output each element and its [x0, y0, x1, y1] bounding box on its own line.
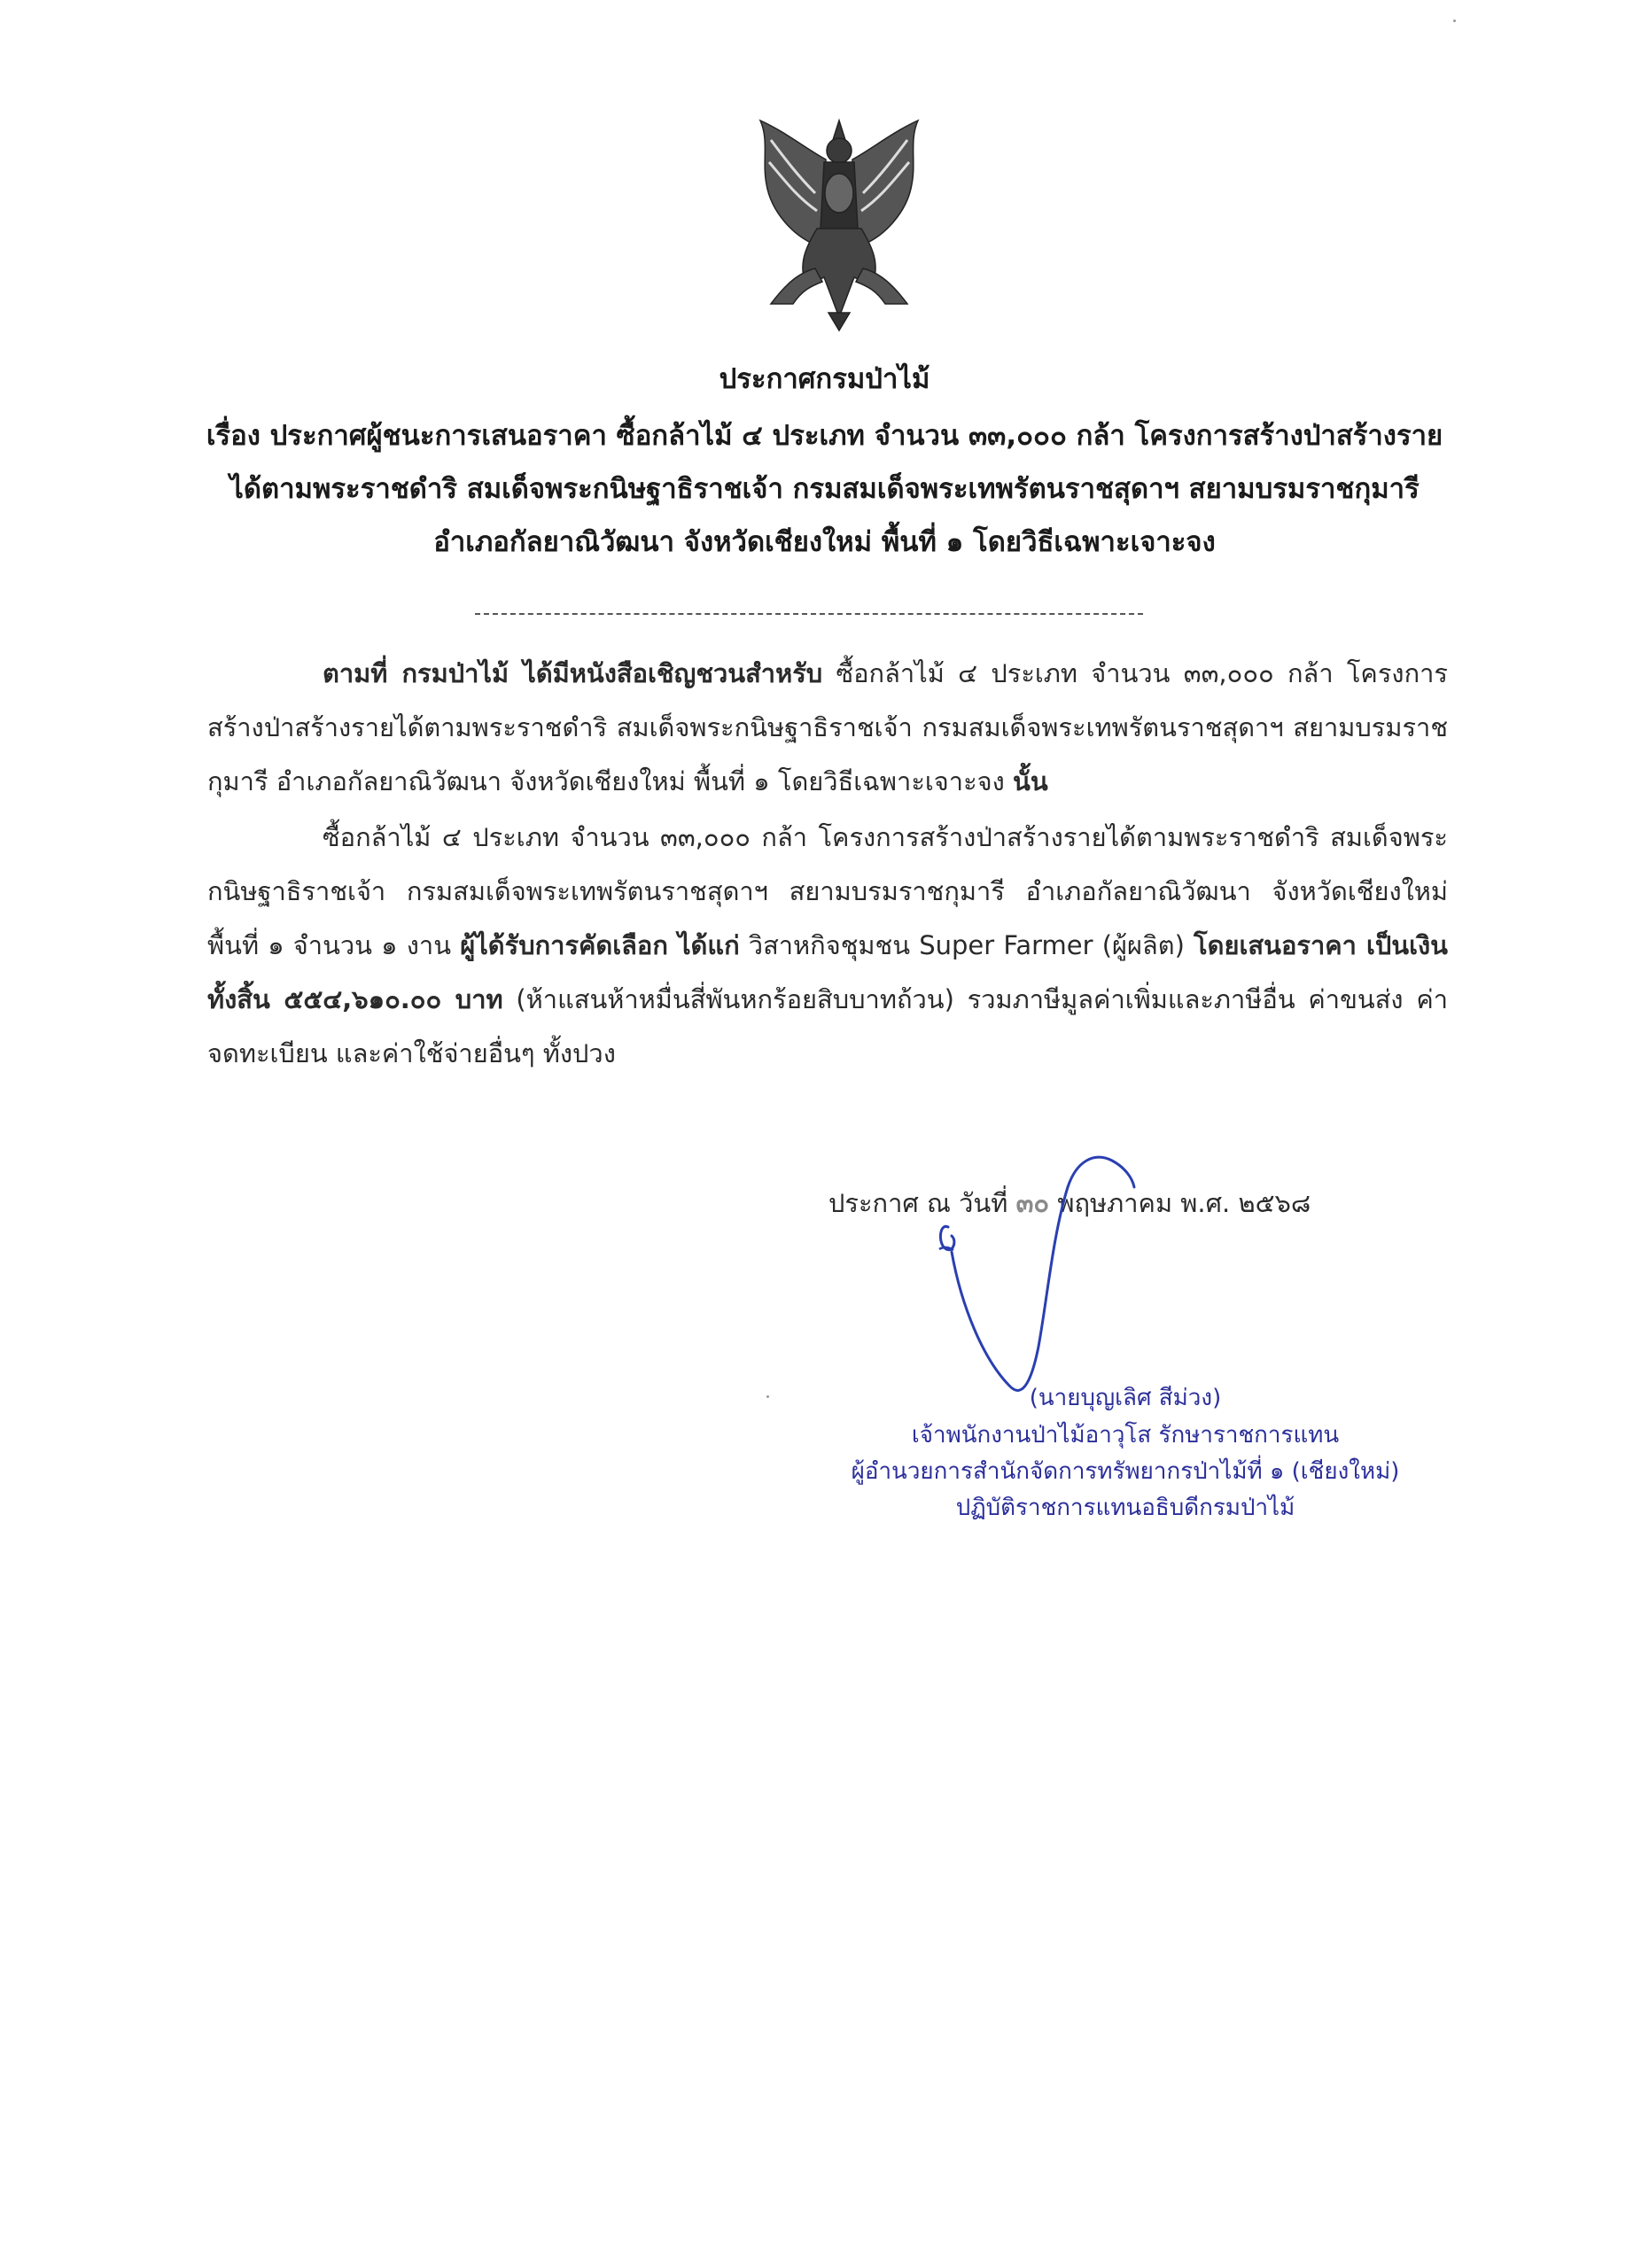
- document-subject: เรื่อง ประกาศผู้ชนะการเสนอราคา ซื้อกล้าไม้ ๔ ประเภท จำนวน ๓๓,๐๐๐ กล้า โครงการสร้างป่าสร้างรายได้ตามพระราชดำริ สมเด็จพระกนิษฐาธิราชเจ้า กรมสมเด็จพระเทพรัตนราชสุดาฯ สยามบรมราชกุมารี อำเภอกัลยาณิวัฒนา จังหวัดเชียงใหม่ พื้นที่ ๑ โดยวิธีเฉพาะเจาะจง: [206, 420, 1443, 558]
- document-title: ประกาศกรมป่าไม้: [719, 363, 930, 395]
- announce-month-year: พฤษภาคม พ.ศ. ๒๕๖๘: [1057, 1188, 1311, 1218]
- announce-day: ๓๐: [1015, 1188, 1050, 1218]
- paragraph-1-lead: ตามที่ กรมป่าไม้ ได้มีหนังสือเชิญชวนสำหรับ: [323, 658, 823, 688]
- signer-position-3: ปฏิบัติราชการแทนอธิบดีกรมป่าไม้: [955, 1495, 1295, 1521]
- signer-position-1: เจ้าพนักงานป่าไม้อาวุโส รักษาราชการแทน: [911, 1422, 1340, 1449]
- paragraph-2-text3: (ห้าแสนห้าหมื่นสี่พันหกร้อยสิบบาทถ้วน) รวมภาษีมูลค่าเพิ่มและภาษีอื่น ค่าขนส่ง ค่าจดทะเบียน และค่าใช้จ่ายอื่นๆ ทั้งปวง: [207, 984, 1448, 1068]
- paragraph-1: [207, 647, 1448, 809]
- paragraph-2: [207, 811, 1448, 1081]
- divider: [475, 613, 1143, 615]
- signer-name: (นายบุญเลิศ สีม่วง): [1029, 1385, 1222, 1411]
- scan-speck: [766, 1395, 769, 1398]
- paragraph-2-bold2: โดยเสนอราคา เป็นเงินทั้งสิ้น ๕๕๔,๖๑๐.๐๐ บาท: [207, 930, 1448, 1014]
- paragraph-2-text2: วิสาหกิจชุมชน Super Farmer (ผู้ผลิต): [739, 930, 1194, 960]
- paragraph-1-text: ซื้อกล้าไม้ ๔ ประเภท จำนวน ๓๓,๐๐๐ กล้า โครงการสร้างป่าสร้างรายได้ตามพระราชดำริ สมเด็จพระกนิษฐาธิราชเจ้า กรมสมเด็จพระเทพรัตนราชสุดาฯ สยามบรมราชกุมารี อำเภอกัลยาณิวัฒนา จังหวัดเชียงใหม่ พื้นที่ ๑ โดยวิธีเฉพาะเจาะจง: [207, 658, 1448, 796]
- paragraph-2-bold1: ผู้ได้รับการคัดเลือก ได้แก่: [460, 930, 740, 960]
- garuda-emblem-icon: [744, 113, 935, 333]
- paragraph-2-text1: ซื้อกล้าไม้ ๔ ประเภท จำนวน ๓๓,๐๐๐ กล้า โครงการสร้างป่าสร้างรายได้ตามพระราชดำริ สมเด็จพระกนิษฐาธิราชเจ้า กรมสมเด็จพระเทพรัตนราชสุดาฯ สยามบรมราชกุมารี อำเภอกัลยาณิวัฒนา จังหวัดเชียงใหม่ พื้นที่ ๑ จำนวน ๑ งาน: [207, 822, 1448, 960]
- signer-position-2: ผู้อำนวยการสำนักจัดการทรัพยากรป่าไม้ที่ ๑ (เชียงใหม่): [851, 1458, 1400, 1485]
- scan-speck: [1453, 19, 1456, 22]
- announce-prefix: ประกาศ ณ วันที่: [828, 1188, 1008, 1218]
- paragraph-1-end: นั้น: [1013, 766, 1048, 796]
